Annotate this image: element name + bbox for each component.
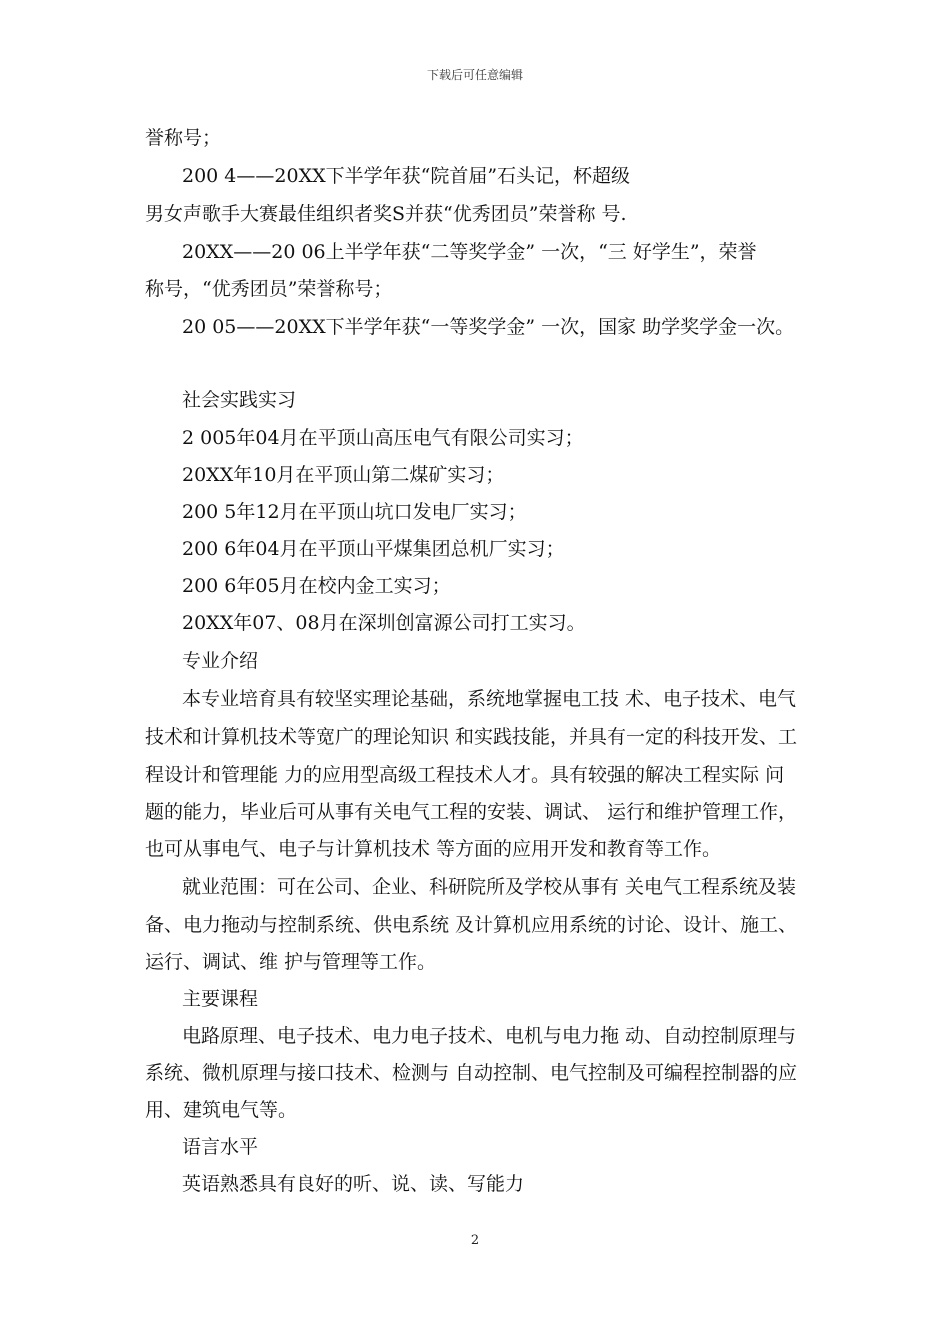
text-line: 技术和计算机技术等宽广的理论知识 和实践技能，并具有一定的科技开发、工 [145, 726, 798, 748]
text-line: 20XX年07、08月在深圳创富源公司打工实习。 [182, 612, 586, 634]
page-header: 下载后可任意编辑 [426, 68, 523, 82]
text-line: 200 5年12月在平顶山坑口发电厂实习； [182, 501, 527, 523]
text-line: 本专业培育具有较坚实理论基础，系统地掌握电工技 术、电子技术、电气 [182, 688, 797, 710]
text-line: 电路原理、电子技术、电力电子技术、电机与电力拖 动、自动控制原理与 [182, 1025, 797, 1047]
section-heading: 语言水平 [182, 1136, 259, 1158]
text-line: 200 4——20XX下半学年获“院首届”石头记，杯超级 [182, 165, 631, 187]
text-line: 20 05——20XX下半学年获“一等奖学金” 一次，国家 助学奖学金一次。 [182, 316, 795, 338]
text-line: 题的能力，毕业后可从事有关电气工程的安装、调试、 运行和维护管理工作， [145, 801, 798, 823]
text-line: 也可从事电气、电子与计算机技术 等方面的应用开发和教育等工作。 [145, 838, 722, 860]
text-line: 英语熟悉具有良好的听、说、读、写能力 [182, 1173, 525, 1195]
text-line: 200 6年05月在校内金工实习； [182, 575, 451, 597]
text-line: 20XX年10月在平顶山第二煤矿实习； [182, 464, 505, 486]
text-line: 200 6年04月在平顶山平煤集团总机厂实习； [182, 538, 565, 560]
text-line: 20XX——20 06上半学年获“二等奖学金” 一次，“三 好学生”，荣誉 [182, 241, 757, 263]
text-line: 就业范围：可在公司、企业、科研院所及学校从事有 关电气工程系统及装 [182, 876, 797, 898]
section-heading: 主要课程 [182, 988, 259, 1010]
text-line: 运行、调试、维 护与管理等工作。 [145, 951, 437, 973]
text-line: 2 005年04月在平顶山高压电气有限公司实习； [182, 427, 584, 449]
section-heading: 社会实践实习 [182, 389, 297, 411]
text-line: 用、建筑电气等。 [145, 1099, 298, 1121]
text-line: 男女声歌手大赛最佳组织者奖S并获“优秀团员”荣誉称 号. [145, 203, 627, 225]
text-line: 系统、微机原理与接口技术、检测与 自动控制、电气控制及可编程控制器的应 [145, 1062, 798, 1084]
text-line: 称号，“优秀团员”荣誉称号； [145, 278, 393, 300]
page-number: 2 [470, 1233, 480, 1248]
text-line: 备、电力拖动与控制系统、供电系统 及计算机应用系统的讨论、设计、施工、 [145, 914, 798, 936]
text-line: 誉称号； [145, 127, 222, 149]
section-heading: 专业介绍 [182, 650, 259, 672]
text-line: 程设计和管理能 力的应用型高级工程技术人才。具有较强的解决工程实际 问 [145, 764, 785, 786]
